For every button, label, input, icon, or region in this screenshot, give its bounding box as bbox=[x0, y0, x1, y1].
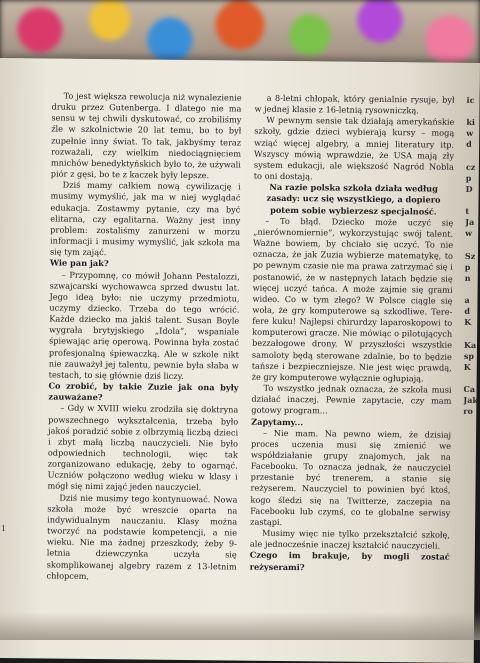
page-bottom-shadow bbox=[0, 612, 480, 640]
article-column-middle bbox=[250, 93, 455, 575]
cut-column-fragment: w bbox=[466, 128, 474, 139]
article-column-right-cut bbox=[463, 95, 480, 429]
cut-column-fragment: K bbox=[463, 361, 471, 372]
cut-column-fragment: Sz bbox=[464, 250, 476, 261]
cut-column-fragment: d bbox=[464, 306, 471, 317]
cut-column-fragment: Ja bbox=[465, 217, 475, 228]
interview-question: Wie pan jak? bbox=[49, 257, 109, 269]
interview-question: Zapytamy... bbox=[251, 416, 304, 427]
interview-question: Co zrobić, by takie Zuzie jak ona były zauważane? bbox=[48, 380, 239, 403]
cut-column-fragment: Jak bbox=[463, 394, 479, 406]
article-column-left bbox=[47, 91, 242, 584]
cut-column-fragment: p bbox=[465, 172, 472, 183]
article-paragraph: W pewnym sensie tak działają amerykańskie szkoły, gdzie dzieci wybierają kursy – mogą wziąć więcej algebry, a mniej literatury itp. Wszyscy mówią wprawdzie, że USA mają zły system edukacji, ale większość Nagród Nobla to oni dostają. bbox=[253, 115, 455, 182]
article-paragraph: – Gdy w XVIII wieku zrodziła się doktryna powszechnego wykształcenia, trzeba było jakoś poradzić sobie z olbrzymią liczbą dzieci i zbyt małą liczbą nauczycieli. Nie było odpowiednich technologii, więc tak zorganizowano edukację, żeby to ogarnąć. Uczniów połączono według wieku w klasy i mógł się nimi zająć jeden nauczyciel. bbox=[47, 403, 239, 493]
cut-column-fragment: D bbox=[465, 183, 473, 194]
interview-question: Czego im brakuje, by mogli zostać reżyserami? bbox=[249, 550, 450, 572]
cut-column-fragment: t bbox=[465, 205, 470, 217]
cut-column-fragment: ic bbox=[466, 94, 475, 105]
interview-question: Na razie polska szkoła działa według zasady: ucz się wszystkiego, a dopiero potem sobie wybierzesz specjalność. bbox=[266, 182, 441, 217]
cut-column-fragment: w bbox=[465, 228, 473, 239]
cut-column-fragment: ro bbox=[463, 406, 473, 417]
page-marker: 1 bbox=[1, 524, 7, 534]
cut-column-fragment: K bbox=[464, 317, 472, 328]
cut-column-fragment: sp bbox=[463, 350, 475, 361]
cut-column-fragment: n bbox=[464, 272, 471, 283]
cut-column-fragment: cz bbox=[465, 161, 476, 172]
cut-column-fragment: Ka bbox=[463, 339, 477, 350]
article-paragraph: Dziś mamy całkiem nową cywilizację i musimy wymyślić, jak ma w niej wyglądać edukacja. Zostawmy pytanie, czy ma być elitarna, czy egalitarna. Ważny jest inny problem: zostaliśmy zanurzeni w morzu informacji i musimy wymyślić, jak szkoła ma się tym zająć. bbox=[49, 179, 241, 258]
article-paragraph: Dziś nie musimy tego kontynuować. Nowa szkoła może być wreszcie oparta na indywidualnym nauczaniu. Klasy można tworzyć na podstawie kompetencji, a nie wieku. Nie ma żadnej przeszkody, żeby 9-letnia dziewczynka uczyła się skomplikowanej algebry razem z 13-letnim chłopcem, bbox=[46, 492, 238, 581]
article-paragraph: Musimy więc nie tylko przekształcić szkołę, ale jednocześnie inaczej kształcić nauczycieli. bbox=[249, 527, 451, 551]
cut-column-fragment: a bbox=[464, 294, 470, 305]
article-paragraph: – To błąd. Dziecko może uczyć się „nierównomiernie”, wykorzystując swój talent. Ważne bowiem, by chciało się uczyć. To nie oznacza, że jak Zuzia wybierze matematykę, to po pewnym czasie nie ma prawa zatrzymać się i postanowić, że w następnych latach będzie się więcej uczyć tańca. A może zajmie się grami wideo. Co w tym złego? W Polsce ciągle się woła, że gry komputerowe są szkodliwe. Tere-fere kuku! Najlepsi chirurdzy laparoskopowi to komputerowi gracze. Nie mówiąc o pilotujących bezzałogowe drony. W przyszłości wszystkie samoloty będą sterowane zdalnie, bo to będzie tańsze i bezpieczniejsze. Nie jest więc prawdą, że gry komputerowe wyłącznie ogłupiają. bbox=[251, 215, 454, 384]
article-paragraph: – Przypomnę, co mówił Johann Pestalozzi, szwajcarski wychowawca sprzed dwustu lat. Jego ideą było: nie uczymy przedmiotu, uczymy dziecko. Trzeba do tego wrócić. Każde dziecko ma jakiś talent. Susan Boyle wygrała brytyjskiego „Idola”, wspaniale śpiewając arię operową. Powinna była zostać profesjonalną śpiewaczką. Ale w szkole nikt nie zauważył jej talentu, pewnie była słaba w testach, to się głównie dziś liczy. bbox=[48, 269, 240, 381]
newspaper-page bbox=[0, 58, 480, 663]
article-paragraph: To jest większa rewolucja niż wynalezienie druku przez Gutenberga. I dlatego nie ma sensu w tej chwili dyskutować, co zrobiliśmy źle w szkolnictwie 20 lat temu, bo to był zupełnie inny świat. To tak, jakbyśmy teraz rozważali, czy wielkim niedociągnięciem mnichów benedyktyńskich było to, że używali piór z gęsi, bo te z kaczek były lepsze. bbox=[50, 90, 242, 181]
cut-column-fragment: Ca bbox=[463, 383, 476, 394]
article-paragraph: a 8-letni chłopak, który genialnie rysuje, był w jednej klasie z 16-letnią rysowniczką. bbox=[254, 92, 455, 116]
cut-column-fragment: ki bbox=[466, 117, 476, 128]
cut-column-fragment: d bbox=[466, 139, 472, 150]
article-paragraph: To wszystko jednak oznacza, że szkoła musi działać inaczej. Pewnie zapytacie, czy mam gotowy program... bbox=[251, 382, 452, 416]
article-paragraph: – Nie mam. Na pewno wiem, że dzisiaj proces uczenia musi się zmienić we współdziałanie grupy znajomych, jak na Facebooku. To oznacza jednak, że nauczyciel przestanie być trenerem, a stanie się reżyserem. Nauczyciel to powinien być ktoś, kogo śledzi się na Twitterze, zaczepia na Facebooku lub czymś, co te globalne serwisy zastąpi. bbox=[250, 427, 452, 527]
cut-column-fragment: p bbox=[464, 261, 471, 272]
